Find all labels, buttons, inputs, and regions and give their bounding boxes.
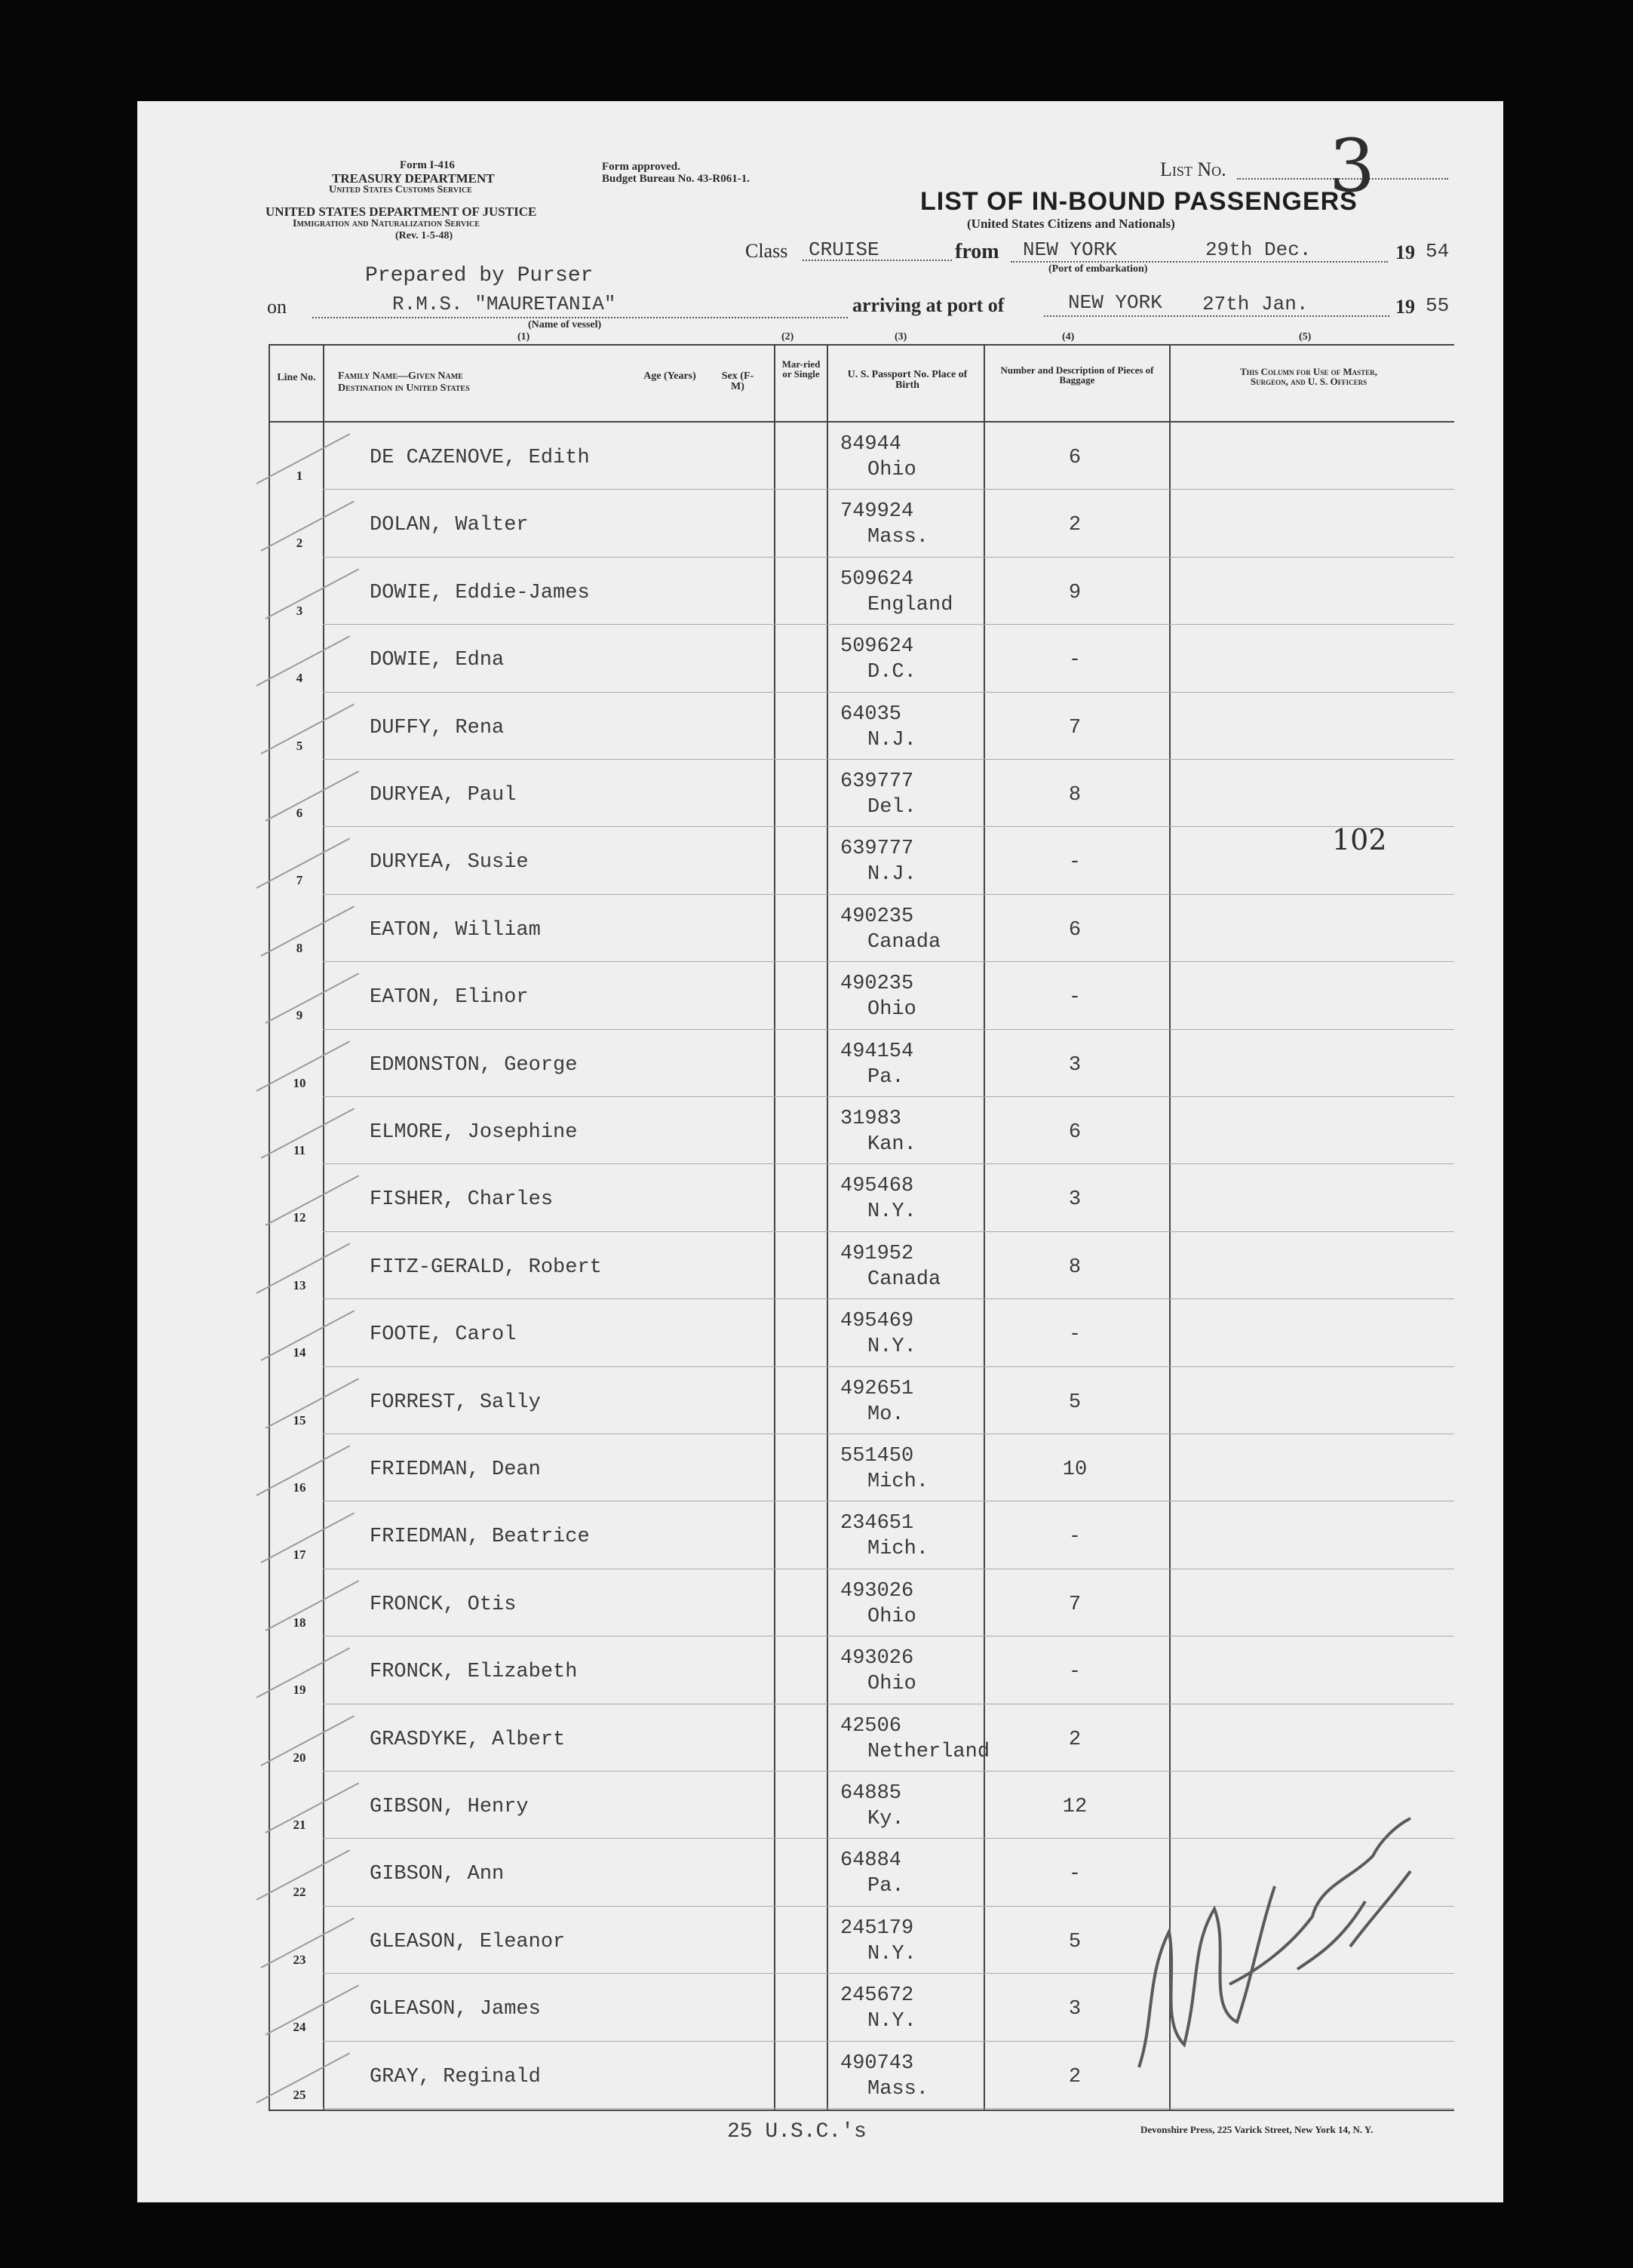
table-bottom-border: [269, 2110, 1454, 2111]
passenger-name: FITZ-GERALD, Robert: [370, 1255, 602, 1279]
passenger-name: GRASDYKE, Albert: [370, 1728, 566, 1751]
col-divider-line: [323, 344, 324, 2111]
baggage-count: 6: [1068, 918, 1082, 942]
table-row: [323, 1366, 1454, 1367]
row-line-number: 1: [296, 469, 303, 483]
passport-number: 64885: [840, 1782, 902, 1805]
baggage-count: -: [1068, 986, 1082, 1010]
passport-number: 42506: [840, 1714, 902, 1738]
place-of-birth: Netherland: [867, 1740, 990, 1763]
table-row: [323, 961, 1454, 962]
table-row: [323, 1771, 1454, 1772]
row-line-number: 22: [293, 1885, 306, 1900]
passport-number: 495468: [840, 1175, 914, 1198]
place-of-birth: Mass.: [867, 526, 929, 549]
row-line-number: 5: [296, 738, 303, 753]
passport-number: 84944: [840, 433, 902, 456]
passenger-name: FOOTE, Carol: [370, 1323, 517, 1347]
arrival-date: 27th Jan.: [1202, 293, 1309, 315]
row-line-number: 4: [296, 671, 303, 686]
row-line-number: 8: [296, 940, 303, 955]
col-num-2: (2): [781, 331, 794, 343]
baggage-count: 8: [1068, 1255, 1082, 1279]
passport-number: 245179: [840, 1916, 914, 1940]
table-row: [323, 1298, 1454, 1299]
place-of-birth: Del.: [867, 796, 916, 819]
passenger-name: FRONCK, Elizabeth: [370, 1661, 578, 1684]
passenger-name: DURYEA, Paul: [370, 784, 517, 807]
row-line-number: 3: [296, 603, 303, 618]
from-line: [1011, 261, 1388, 263]
passport-number: 491952: [840, 1242, 914, 1265]
baggage-count: 2: [1068, 514, 1082, 537]
passport-number: 64035: [840, 702, 902, 726]
table-top-border: [269, 344, 1454, 346]
table-row: [323, 557, 1454, 558]
col-divider-married: [827, 344, 828, 2111]
row-line-number: 18: [293, 1615, 306, 1630]
place-of-birth: N.Y.: [867, 1335, 916, 1359]
row-line-number: 9: [296, 1008, 303, 1023]
place-of-birth: Ohio: [867, 998, 916, 1022]
row-line-number: 23: [293, 1952, 306, 1967]
passenger-name: FRIEDMAN, Beatrice: [370, 1526, 590, 1549]
place-of-birth: N.Y.: [867, 2010, 916, 2033]
baggage-count: 9: [1068, 581, 1082, 604]
passport-number: 490743: [840, 2051, 914, 2075]
page-subtitle: (United States Citizens and Nationals): [967, 217, 1175, 231]
passport-number: 234651: [840, 1512, 914, 1535]
row-line-number: 19: [293, 1683, 306, 1698]
from-label: from: [955, 240, 999, 263]
baggage-count: 10: [1062, 1458, 1088, 1481]
customs-label: United States Customs Service: [329, 184, 472, 195]
arrival-line: [1044, 315, 1389, 317]
page-title: LIST OF IN-BOUND PASSENGERS: [920, 187, 1358, 216]
place-of-birth: England: [867, 593, 953, 616]
col-num-5: (5): [1299, 331, 1312, 343]
table-left-border: [269, 344, 270, 2111]
port-embark-caption: (Port of embarkation): [1048, 263, 1148, 275]
arrival-port: NEW YORK: [1068, 291, 1162, 314]
baggage-count: 3: [1068, 1998, 1082, 2021]
passenger-name: GIBSON, Henry: [370, 1796, 529, 1818]
place-of-birth: D.C.: [867, 661, 916, 684]
footer-total: 25 U.S.C.'s: [727, 2120, 867, 2144]
class-label: Class: [745, 240, 788, 262]
row-line-number: 21: [293, 1818, 306, 1832]
table-row: [323, 1029, 1454, 1030]
row-line-number: 10: [293, 1075, 306, 1090]
passenger-name: EATON, Elinor: [370, 986, 529, 1010]
header-married: Mar-ried or Single: [781, 358, 821, 380]
place-of-birth: Ohio: [867, 459, 916, 481]
place-of-birth: Mich.: [867, 1471, 929, 1493]
passenger-name: FRIEDMAN, Dean: [370, 1458, 541, 1481]
from-date: 29th Dec.: [1205, 238, 1312, 261]
place-of-birth: Ohio: [867, 1673, 916, 1696]
on-label: on: [267, 296, 287, 318]
passenger-name: EDMONSTON, George: [370, 1053, 578, 1077]
passenger-name: DE CAZENOVE, Edith: [370, 447, 590, 469]
table-row: [323, 1231, 1454, 1232]
vessel-caption: (Name of vessel): [528, 319, 602, 330]
passport-number: 64884: [840, 1849, 902, 1873]
passport-number: 509624: [840, 567, 914, 591]
place-of-birth: Kan.: [867, 1133, 916, 1156]
passenger-name: FORREST, Sally: [370, 1391, 541, 1414]
passport-number: 31983: [840, 1108, 902, 1130]
passport-number: 495469: [840, 1310, 914, 1333]
row-line-number: 12: [293, 1210, 306, 1225]
baggage-count: 5: [1068, 1391, 1082, 1414]
budget-label: Budget Bureau No. 43-R061-1.: [602, 173, 750, 185]
table-row: [323, 1163, 1454, 1164]
passenger-name: DOWIE, Eddie-James: [370, 581, 590, 604]
place-of-birth: N.J.: [867, 863, 916, 887]
header-sex: Sex (F-M): [721, 370, 754, 392]
passport-number: 551450: [840, 1445, 914, 1467]
place-of-birth: N.Y.: [867, 1200, 916, 1224]
passenger-name: DOWIE, Edna: [370, 649, 505, 672]
table-row: [323, 2108, 1454, 2109]
passport-number: 494154: [840, 1040, 914, 1063]
baggage-count: 3: [1068, 1188, 1082, 1212]
treasury-label: TREASURY DEPARTMENT: [332, 171, 495, 186]
officer-note: 102: [1332, 823, 1387, 856]
passenger-name: GLEASON, James: [370, 1998, 541, 2021]
year2-value: 55: [1426, 294, 1450, 317]
header-family-name: Family Name—Given Name: [338, 370, 463, 382]
passenger-name: FRONCK, Otis: [370, 1593, 517, 1616]
passenger-name: GRAY, Reginald: [370, 2065, 541, 2088]
baggage-count: 5: [1068, 1930, 1082, 1953]
passport-number: 749924: [840, 500, 914, 524]
col-num-1: (1): [517, 331, 530, 343]
row-line-number: 16: [293, 1480, 306, 1495]
passport-number: 490235: [840, 905, 914, 928]
baggage-count: -: [1068, 1863, 1082, 1886]
row-line-number: 14: [293, 1345, 306, 1360]
row-line-number: 11: [293, 1143, 306, 1157]
table-row: [323, 624, 1454, 625]
table-row: [323, 489, 1454, 490]
arriving-label: arriving at port of: [852, 294, 1005, 316]
passenger-name: GLEASON, Eleanor: [370, 1930, 566, 1953]
row-line-number: 13: [293, 1277, 306, 1292]
passport-number: 492651: [840, 1377, 914, 1400]
header-age: Age (Years): [643, 370, 696, 382]
passport-number: 493026: [840, 1579, 914, 1603]
place-of-birth: Mass.: [867, 2077, 929, 2101]
passenger-name: EATON, William: [370, 918, 541, 942]
year2-prefix: 19: [1395, 296, 1415, 318]
place-of-birth: Mo.: [867, 1403, 904, 1426]
vessel-line: [312, 317, 848, 318]
baggage-count: 8: [1068, 784, 1082, 807]
header-officers: This Column for Use of Master, Surgeon, and U. S. Officers: [1240, 366, 1377, 387]
row-line-number: 25: [293, 2087, 306, 2102]
passenger-name: FISHER, Charles: [370, 1188, 554, 1212]
passport-number: 493026: [840, 1647, 914, 1670]
ins-label: Immigration and Naturalization Service: [293, 218, 480, 229]
vessel-name: R.M.S. "MAURETANIA": [392, 293, 616, 315]
row-line-number: 24: [293, 2020, 306, 2035]
printer-credit: Devonshire Press, 225 Varick Street, New York 14, N. Y.: [1140, 2124, 1374, 2135]
class-value: CRUISE: [809, 238, 879, 261]
place-of-birth: Canada: [867, 930, 941, 954]
table-row: [323, 759, 1454, 760]
row-line-number: 2: [296, 536, 303, 551]
year1-prefix: 19: [1395, 241, 1415, 263]
baggage-count: -: [1068, 1526, 1082, 1549]
passport-number: 639777: [840, 770, 914, 793]
table-row: [323, 894, 1454, 895]
baggage-count: 7: [1068, 1593, 1082, 1616]
passenger-name: DOLAN, Walter: [370, 514, 529, 537]
place-of-birth: Mich.: [867, 1538, 929, 1561]
passport-number: 639777: [840, 837, 914, 861]
col-divider-passport: [984, 344, 985, 2111]
baggage-count: 3: [1068, 1053, 1082, 1077]
form-number: Form I-416: [400, 159, 455, 171]
signature-scribble: [1124, 1796, 1441, 2082]
passport-number: 490235: [840, 973, 914, 996]
place-of-birth: N.Y.: [867, 1942, 916, 1965]
table-row: [323, 692, 1454, 693]
header-passport: U. S. Passport No. Place of Birth: [847, 369, 968, 391]
list-no-value: 3: [1329, 124, 1376, 208]
table-row: [323, 826, 1454, 827]
passport-number: 509624: [840, 635, 914, 659]
place-of-birth: Pa.: [867, 1065, 904, 1089]
place-of-birth: Pa.: [867, 1875, 904, 1898]
row-line-number: 15: [293, 1412, 306, 1427]
baggage-count: 2: [1068, 1728, 1082, 1751]
year1-value: 54: [1426, 240, 1450, 263]
revision-label: (Rev. 1-5-48): [395, 230, 453, 241]
justice-label: UNITED STATES DEPARTMENT OF JUSTICE: [266, 204, 537, 219]
approved-label: Form approved.: [602, 161, 680, 173]
table-row: [323, 1096, 1454, 1097]
row-line-number: 20: [293, 1750, 306, 1765]
place-of-birth: Ky.: [867, 1808, 904, 1830]
col-num-3: (3): [895, 331, 907, 343]
row-line-number: 7: [296, 873, 303, 888]
header-line-no: Line No.: [277, 372, 316, 383]
baggage-count: -: [1068, 649, 1082, 672]
baggage-count: 6: [1068, 447, 1082, 469]
row-line-number: 6: [296, 806, 303, 820]
col-num-4: (4): [1062, 331, 1075, 343]
passenger-name: DUFFY, Rena: [370, 716, 505, 739]
baggage-count: -: [1068, 1661, 1082, 1684]
from-port: NEW YORK: [1023, 238, 1117, 261]
baggage-count: 6: [1068, 1121, 1082, 1144]
passenger-name: DURYEA, Susie: [370, 851, 529, 874]
header-bottom-border: [269, 421, 1454, 423]
passenger-name: ELMORE, Josephine: [370, 1121, 578, 1144]
col-divider-name: [774, 344, 775, 2111]
list-no-label: List No.: [1160, 158, 1226, 180]
passport-number: 245672: [840, 1984, 914, 2008]
place-of-birth: Canada: [867, 1268, 941, 1291]
header-baggage: Number and Description of Pieces of Baggage: [1000, 364, 1154, 386]
place-of-birth: N.J.: [867, 728, 916, 751]
passenger-name: GIBSON, Ann: [370, 1863, 505, 1886]
baggage-count: -: [1068, 851, 1082, 874]
baggage-count: -: [1068, 1323, 1082, 1347]
row-line-number: 17: [293, 1547, 306, 1563]
place-of-birth: Ohio: [867, 1605, 916, 1628]
prepared-by: Prepared by Purser: [365, 264, 594, 287]
baggage-count: 7: [1068, 716, 1082, 739]
baggage-count: 12: [1062, 1796, 1088, 1818]
header-destination: Destination in United States: [338, 383, 470, 394]
baggage-count: 2: [1068, 2065, 1082, 2088]
